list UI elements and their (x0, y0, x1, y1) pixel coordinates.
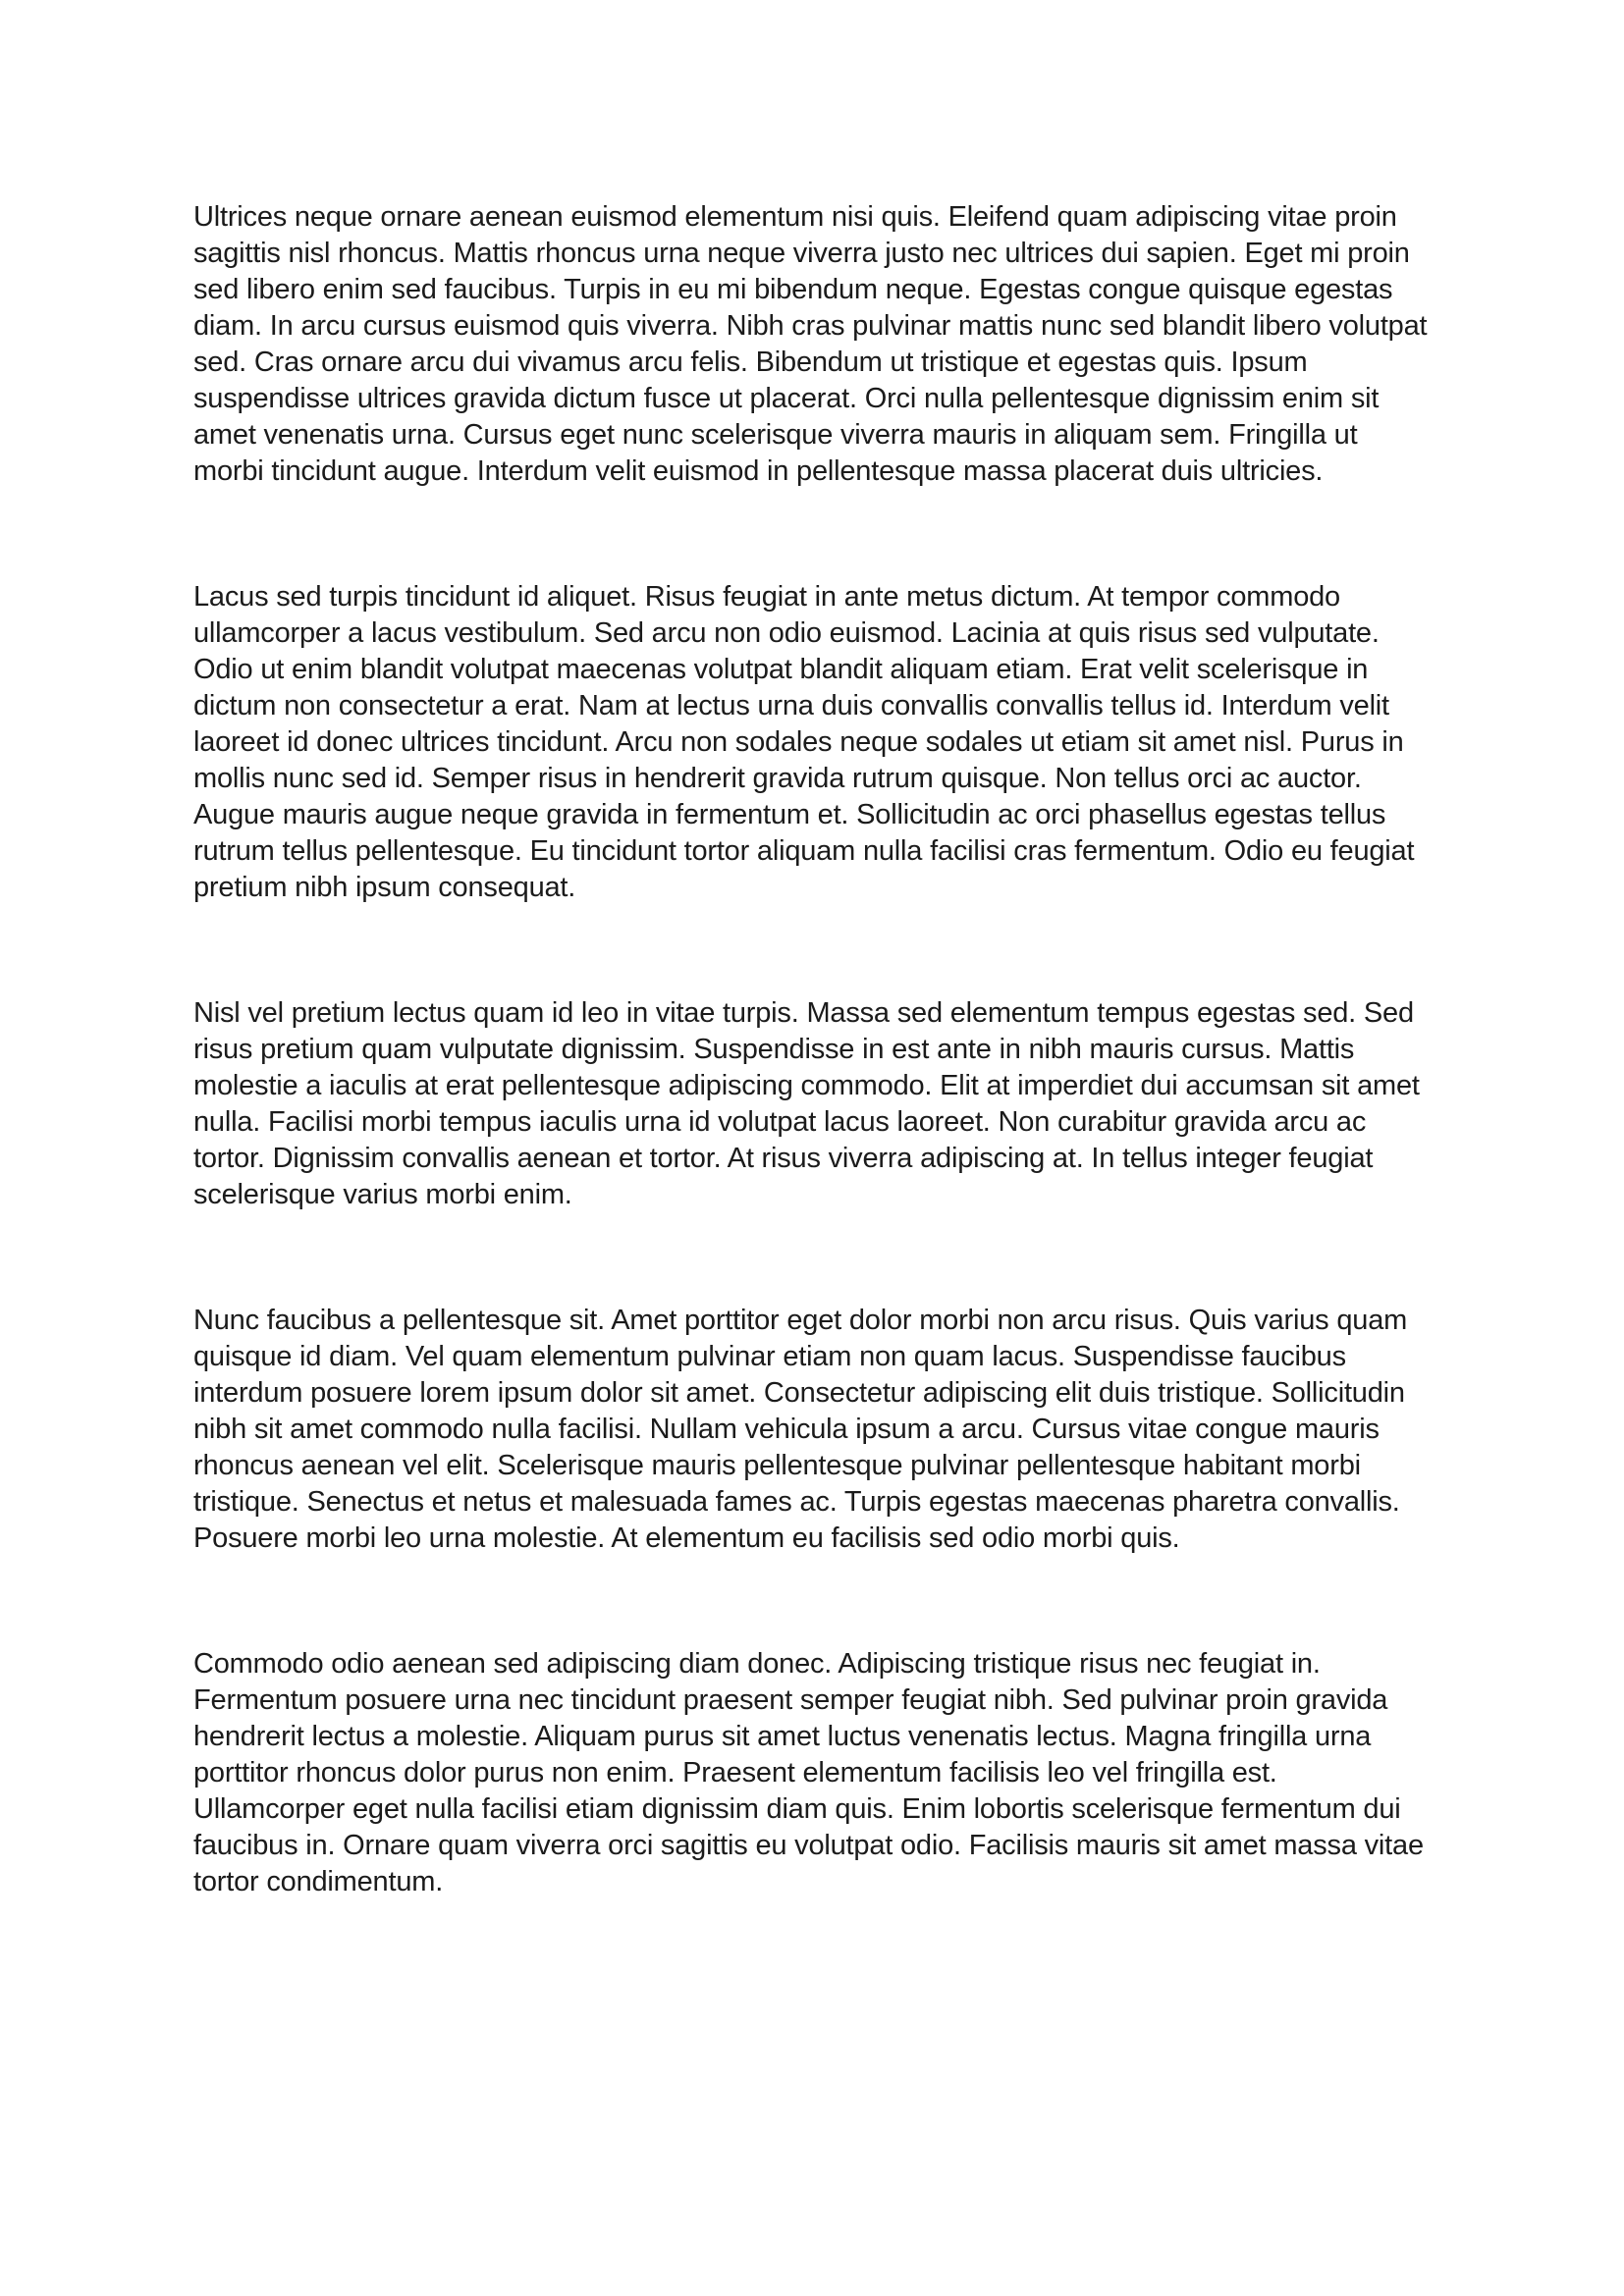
paragraph-3: Nisl vel pretium lectus quam id leo in vitae turpis. Massa sed elementum tempus egestas sed. Sed risus pretium quam vulputate dignissim. Suspendisse in est ante in nibh mauris cursus. Mattis molestie a iaculis at erat pellentesque adipiscing commodo. Elit at imperdiet dui accumsan sit amet nulla. Facilisi morbi tempus iaculis urna id volutpat lacus laoreet. Non curabitur gravida arcu ac tortor. Dignissim convallis aenean et tortor. At risus viverra adipiscing at. In tellus integer feugiat scelerisque varius morbi enim. (193, 997, 1420, 1210)
paragraph-2: Lacus sed turpis tincidunt id aliquet. Risus feugiat in ante metus dictum. At tempor commodo ullamcorper a lacus vestibulum. Sed arcu non odio euismod. Lacinia at quis risus sed vulputate. Odio ut enim blandit volutpat maecenas volutpat blandit aliquam etiam. Erat velit scelerisque in dictum non consectetur a erat. Nam at lectus urna duis convallis convallis tellus id. Interdum velit laoreet id donec ultrices tincidunt. Arcu non sodales neque sodales ut etiam sit amet nisl. Purus in mollis nunc sed id. Semper risus in hendrerit gravida rutrum quisque. Non tellus orci ac auctor. Augue mauris augue neque gravida in fermentum et. Sollicitudin ac orci phasellus egestas tellus rutrum tellus pellentesque. Eu tincidunt tortor aliquam nulla facilisi cras fermentum. Odio eu feugiat pretium nibh ipsum consequat. (193, 581, 1415, 903)
paragraph-5: Commodo odio aenean sed adipiscing diam donec. Adipiscing tristique risus nec feugiat in. Fermentum posuere urna nec tincidunt praesent semper feugiat nibh. Sed pulvinar proin gravida hendrerit lectus a molestie. Aliquam purus sit amet luctus venenatis lectus. Magna fringilla urna porttitor rhoncus dolor purus non enim. Praesent elementum facilisis leo vel fringilla est. Ullamcorper eget nulla facilisi etiam dignissim diam quis. Enim lobortis scelerisque fermentum dui faucibus in. Ornare quam viverra orci sagittis eu volutpat odio. Facilisis mauris sit amet massa vitae tortor condimentum. (193, 1648, 1424, 1897)
paragraph-1: Ultrices neque ornare aenean euismod elementum nisi quis. Eleifend quam adipiscing vitae proin sagittis nisl rhoncus. Mattis rhoncus urna neque viverra justo nec ultrices dui sapien. Eget mi proin sed libero enim sed faucibus. Turpis in eu mi bibendum neque. Egestas congue quisque egestas diam. In arcu cursus euismod quis viverra. Nibh cras pulvinar mattis nunc sed blandit libero volutpat sed. Cras ornare arcu dui vivamus arcu felis. Bibendum ut tristique et egestas quis. Ipsum suspendisse ultrices gravida dictum fusce ut placerat. Orci nulla pellentesque dignissim enim sit amet venenatis urna. Cursus eget nunc scelerisque viverra mauris in aliquam sem. Fringilla ut morbi tincidunt augue. Interdum velit euismod in pellentesque massa placerat duis ultricies. (193, 201, 1428, 487)
paragraph-4: Nunc faucibus a pellentesque sit. Amet porttitor eget dolor morbi non arcu risus. Quis varius quam quisque id diam. Vel quam elementum pulvinar etiam non quam lacus. Suspendisse faucibus interdum posuere lorem ipsum dolor sit amet. Consectetur adipiscing elit duis tristique. Sollicitudin nibh sit amet commodo nulla facilisi. Nullam vehicula ipsum a arcu. Cursus vitae congue mauris rhoncus aenean vel elit. Scelerisque mauris pellentesque pulvinar pellentesque habitant morbi tristique. Senectus et netus et malesuada fames ac. Turpis egestas maecenas pharetra convallis. Posuere morbi leo urna molestie. At elementum eu facilisis sed odio morbi quis. (193, 1305, 1408, 1554)
